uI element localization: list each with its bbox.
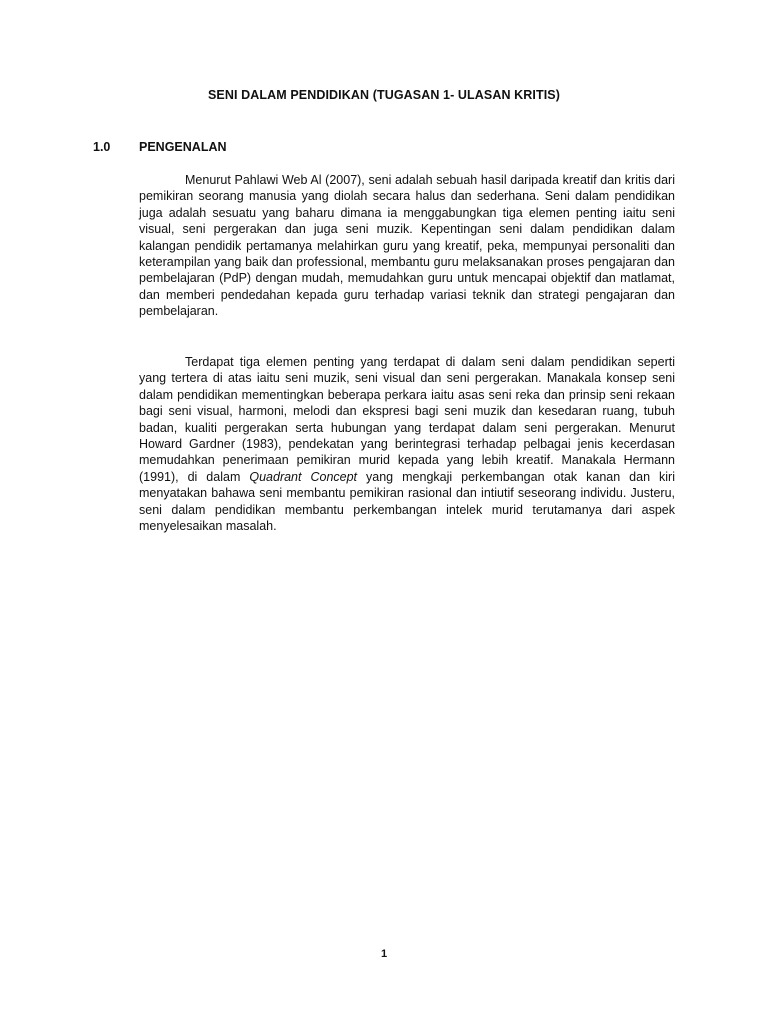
paragraph-1-text: Menurut Pahlawi Web Al (2007), seni adalah sebuah hasil daripada kreatif dan kritis dari pemikiran seorang manusia yang diolah secara halus dan sederhana. Seni dalam pendidikan juga adalah sesuatu yang baharu dimana ia menggabungkan tiga elemen penting iaitu seni visual, seni pergerakan dan juga seni muzik. Kepentingan seni dalam pendidikan dalam kalangan pendidik pertamanya melahirkan guru yang kreatif, peka, mempunyai personaliti dan keterampilan yang baik dan professional, membantu guru melaksanakan proses pengajaran dan pembelajaran (PdP) dengan mudah, memudahkan guru untuk mencapai objektif dan matlamat, dan memberi pendedahan kepada guru terhadap variasi teknik dan strategi pengajaran dan pembelajaran. — [139, 173, 675, 319]
document-title: SENI DALAM PENDIDIKAN (TUGASAN 1- ULASAN KRITIS) — [207, 88, 561, 102]
paragraph-2-text-end: yang mengkaji perkembangan otak kanan dan kiri menyatakan bahawa seni membantu pemikiran rasional dan intiutif seseorang individu. Justeru, seni dalam pendidikan membantu perkembangan intelek murid terutamanya dari aspek menyelesaikan masalah. — [139, 469, 675, 534]
page-number: 1 — [380, 948, 388, 960]
paragraph-2-text-start: Terdapat tiga elemen penting yang terdapat di dalam seni dalam pendidikan seperti yang tertera di atas iaitu seni muzik, seni visual dan seni pergerakan. Manakala konsep seni dalam pendidikan mementingkan beberapa perkara iaitu asas seni reka dan prinsip seni rekaan bagi seni visual, harmoni, melodi dan ekspresi bagi seni muzik dan kesedaran ruang, tubuh badan, kualiti pergerakan serta hubungan yang terdapat dalam seni pergerakan. Menurut Howard Gardner (1983), pendekatan yang berintegrasi terhadap pelbagai jenis kecerdasan memudahkan penerimaan pemikiran murid kepada yang lebih kreatif. Manakala Hermann (1991), di dalam — [139, 355, 675, 484]
section-title: PENGENALAN — [139, 140, 227, 154]
paragraph-2-italic-term: Quadrant Concept — [249, 469, 358, 484]
paragraph-1 — [139, 172, 675, 320]
section-number: 1.0 — [93, 140, 111, 154]
paragraph-2 — [139, 354, 675, 534]
section-heading — [93, 140, 227, 154]
